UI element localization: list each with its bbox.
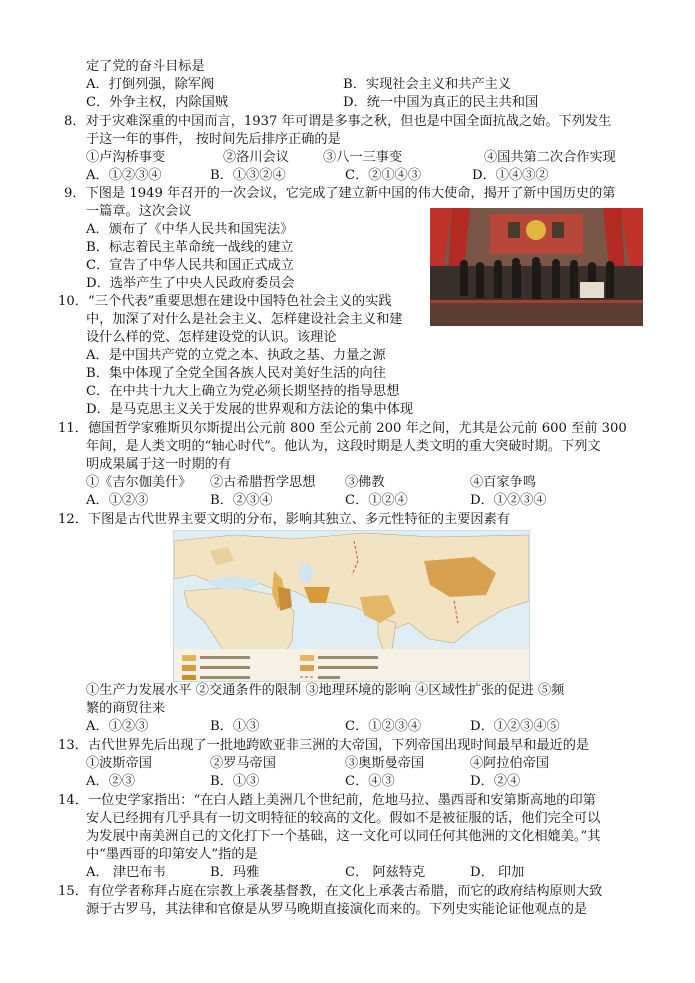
q12-option-d: D．①②③④⑤ xyxy=(470,719,560,734)
q8-option-c: C．②①④③ xyxy=(345,168,422,183)
q8-option-b: B．①③②④ xyxy=(210,168,286,183)
q10-option-b: B．集中体现了全党全国各族人民对美好生活的向往 xyxy=(86,366,386,381)
q8-item-2: ②洛川会议 xyxy=(223,150,289,165)
q12-option-b: B．①③ xyxy=(210,719,260,734)
q14-stem-line3: 为发展中南美洲自己的文化打下一个基础，这一文化可以同任何其他洲的文化相媲美。”其 xyxy=(86,829,601,844)
q14-option-d: D． 印加 xyxy=(470,865,525,880)
q13-option-b: B．①③ xyxy=(210,774,260,789)
q13-item-3: ③奥斯曼帝国 xyxy=(345,756,425,771)
q14-stem-line2: 安人已经拥有几乎具有一切文明特征的较高的文化。假如不是被征服的话，他们完全可以 xyxy=(86,811,601,826)
q13-item-2: ②罗马帝国 xyxy=(210,756,276,771)
q12-option-c: C．①②③④ xyxy=(345,719,422,734)
q13-stem-line1: 13．古代世界先后出现了一批地跨欧亚非三洲的大帝国，下列帝国出现时间最早和最近的是 xyxy=(58,738,590,753)
q15-stem-line1: 15．有位学者称拜占庭在宗教上承袭基督教，在文化上承袭古希腊，而它的政府结构原则大致 xyxy=(58,884,603,899)
q9-option-d: D．选举产生了中央人民政府委员会 xyxy=(86,276,295,291)
q14-option-a: A． 津巴布韦 xyxy=(86,865,166,880)
q11-item-3: ③佛教 xyxy=(345,475,385,490)
ancient-civilizations-map xyxy=(173,530,530,682)
q7-option-b: B．实现社会主义和共产主义 xyxy=(343,77,511,92)
q7-option-c: C．外争主权，内除国贼 xyxy=(86,95,228,110)
q8-stem-line1: 8．对于灾难深重的中国而言，1937 年可谓是多事之秋，但也是中国全面抗战之始。下列发生 xyxy=(64,114,612,129)
q14-option-c: C． 阿兹特克 xyxy=(345,865,426,880)
q8-stem-line2: 于这一年的事件， 按时间先后排序正确的是 xyxy=(86,132,341,147)
q12-option-a: A．①②③ xyxy=(86,719,149,734)
q11-item-4: ④百家争鸣 xyxy=(470,475,536,490)
q9-option-c: C．宣告了中华人民共和国正式成立 xyxy=(86,258,294,273)
q7-stem-cont: 定了党的奋斗目标是 xyxy=(86,59,205,74)
conference-photo xyxy=(430,208,643,326)
q14-option-b: B．玛雅 xyxy=(210,865,260,880)
q10-option-d: D．是马克思主义关于发展的世界观和方法论的集中体现 xyxy=(86,402,414,417)
q11-option-b: B．②③④ xyxy=(210,493,273,508)
q8-item-1: ①卢沟桥事变 xyxy=(86,150,166,165)
q11-item-2: ②古希腊哲学思想 xyxy=(210,475,316,490)
q11-option-a: A．①②③ xyxy=(86,493,149,508)
q10-option-c: C．在中共十九大上确立为党必须长期坚持的指导思想 xyxy=(86,384,400,399)
q11-stem-line2: 年间，是人类文明的“轴心时代”。他认为，这段时期是人类文明的重大突破时期。下列文 xyxy=(86,439,601,454)
q7-option-a: A．打倒列强，除军阀 xyxy=(86,77,215,92)
q15-stem-line2: 源于古罗马，其法律和官僚是从罗马晚期直接演化而来的。下列史实能论证他观点的是 xyxy=(86,902,588,917)
q13-option-a: A．②③ xyxy=(86,774,136,789)
q9-option-a: A．颁布了《中华人民共和国宪法》 xyxy=(86,222,294,237)
q8-item-4: ④国共第二次合作实现 xyxy=(484,150,616,165)
q9-option-b: B．标志着民主革命统一战线的建立 xyxy=(86,240,294,255)
q11-item-1: ①《吉尔伽美什》 xyxy=(86,475,192,490)
q11-stem-line3: 明成果属于这一时期的有 xyxy=(86,457,232,472)
q8-option-d: D．①④③② xyxy=(472,168,549,183)
q12-opts-line2: 繁的商贸往来 xyxy=(86,701,166,716)
q11-option-c: C．①②④ xyxy=(345,493,408,508)
q13-option-d: D．②④ xyxy=(470,774,521,789)
q10-stem-line3: 设什么样的党、怎样建设党的认识。该理论 xyxy=(86,330,337,345)
q12-opts-line1: ①生产力发展水平 ②交通条件的限制 ③地理环境的影响 ④区域性扩张的促进 ⑤频 xyxy=(86,683,565,698)
q9-stem-line1: 9．下图是 1949 年召开的一次会议，它完成了建立新中国的伟大使命，揭开了新中国历史的第 xyxy=(64,186,616,201)
q12-stem-line1: 12．下图是古代世界主要文明的分布，影响其独立、多元性特征的主要因素有 xyxy=(58,512,510,527)
q10-stem-line1: 10．“三个代表”重要思想在建设中国特色社会主义的实践 xyxy=(58,294,392,309)
q13-option-c: C．④③ xyxy=(345,774,395,789)
q8-option-a: A．①②③④ xyxy=(86,168,162,183)
q13-item-4: ④阿拉伯帝国 xyxy=(470,756,550,771)
q14-stem-line4: 中“墨西哥的印第安人”指的是 xyxy=(86,847,258,862)
q9-stem-line2: 一篇章。这次会议 xyxy=(86,204,192,219)
q7-option-d: D．统一中国为真正的民主共和国 xyxy=(343,95,539,110)
q10-stem-line2: 中，加深了对什么是社会主义、怎样建设社会主义和建 xyxy=(86,312,403,327)
q8-item-3: ③八一三事变 xyxy=(323,150,403,165)
q11-option-d: D．①②③④ xyxy=(470,493,547,508)
q14-stem-line1: 14．一位史学家指出：“在白人踏上美洲几个世纪前，危地马拉、墨西哥和安第斯高地的印第 xyxy=(58,793,596,808)
q10-option-a: A．是中国共产党的立党之本、执政之基、力量之源 xyxy=(86,348,386,363)
q13-item-1: ①波斯帝国 xyxy=(86,756,152,771)
q11-stem-line1: 11．德国哲学家雅斯贝尔斯提出公元前 800 至公元前 200 年之间，尤其是公元前 600 至前 300 xyxy=(58,421,627,436)
